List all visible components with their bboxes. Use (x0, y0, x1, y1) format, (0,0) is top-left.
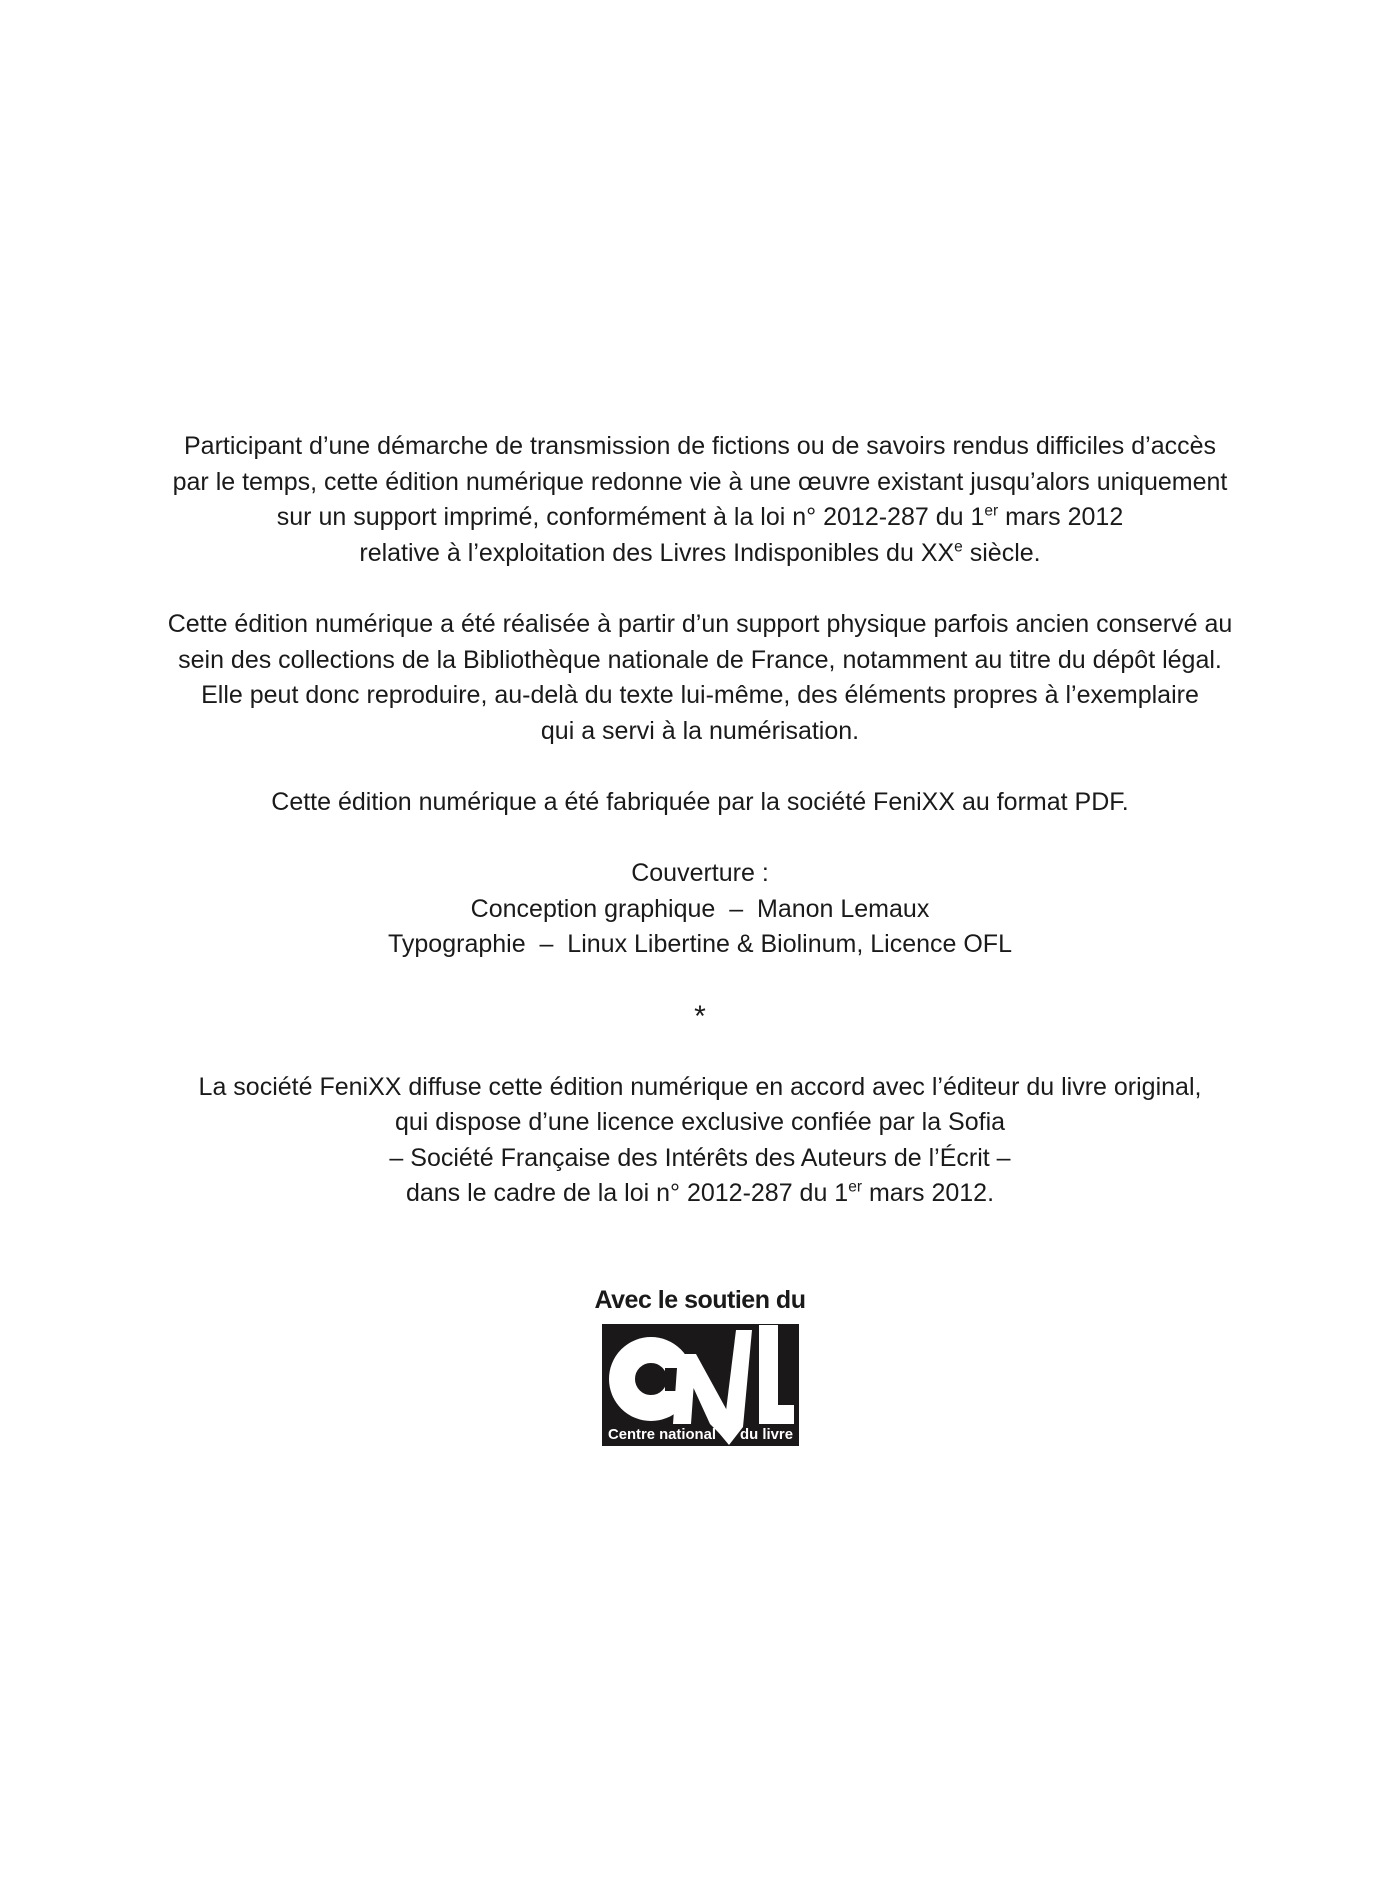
cover-credits-design: Conception graphique – Manon Lemaux (470, 894, 930, 923)
text-line: sein des collections de la Bibliothèque nationale de France, notamment au titre du dépôt légal. (178, 645, 1222, 674)
text-line: qui a servi à la numérisation. (540, 716, 860, 745)
cover-credits (0, 856, 1400, 963)
cover-credits-title: Couverture : (631, 859, 769, 888)
text-line: Elle peut donc reproduire, au-delà du texte lui-même, des éléments propres à l’exemplaire (201, 681, 1199, 710)
text-line: sur un support imprimé, conformément à la loi n° 2012-287 du 1er mars 2012 (276, 502, 1124, 532)
fabrication-paragraph (0, 785, 1400, 821)
text-line: par le temps, cette édition numérique redonne vie à une œuvre existant jusqu’alors uniquement (172, 467, 1228, 496)
cnl-caption-left: Centre national (607, 1425, 716, 1443)
text-line: Cette édition numérique a été réalisée à partir d’un support physique parfois ancien conservé au (167, 609, 1233, 638)
cnl-caption-right: du livre (739, 1425, 793, 1443)
asterisk-separator: * (694, 999, 706, 1033)
colophon-content (0, 429, 1400, 1446)
distribution-paragraph (0, 1070, 1400, 1212)
source-paragraph (0, 607, 1400, 749)
text-line: dans le cadre de la loi n° 2012-287 du 1er mars 2012. (405, 1179, 995, 1208)
text-line: – Société Française des Intérêts des Auteurs de l’Écrit – (389, 1143, 1011, 1172)
cnl-support-label: Avec le soutien du (594, 1286, 806, 1315)
cnl-logo-icon (602, 1324, 799, 1446)
text-line: Participant d’une démarche de transmission de fictions ou de savoirs rendus difficiles d’accès (183, 432, 1217, 460)
cnl-support-block (0, 1283, 1400, 1446)
text-line: relative à l’exploitation des Livres Indisponibles du XXe siècle. (359, 538, 1041, 567)
legal-paragraph (0, 429, 1400, 571)
cover-credits-typography: Typographie – Linux Libertine & Biolinum, Licence OFL (388, 930, 1012, 959)
text-line: Cette édition numérique a été fabriquée par la société FeniXX au format PDF. (271, 787, 1129, 816)
text-line: qui dispose d’une licence exclusive confiée par la Sofia (394, 1108, 1006, 1137)
text-line: La société FeniXX diffuse cette édition numérique en accord avec l’éditeur du livre original, (198, 1072, 1202, 1101)
